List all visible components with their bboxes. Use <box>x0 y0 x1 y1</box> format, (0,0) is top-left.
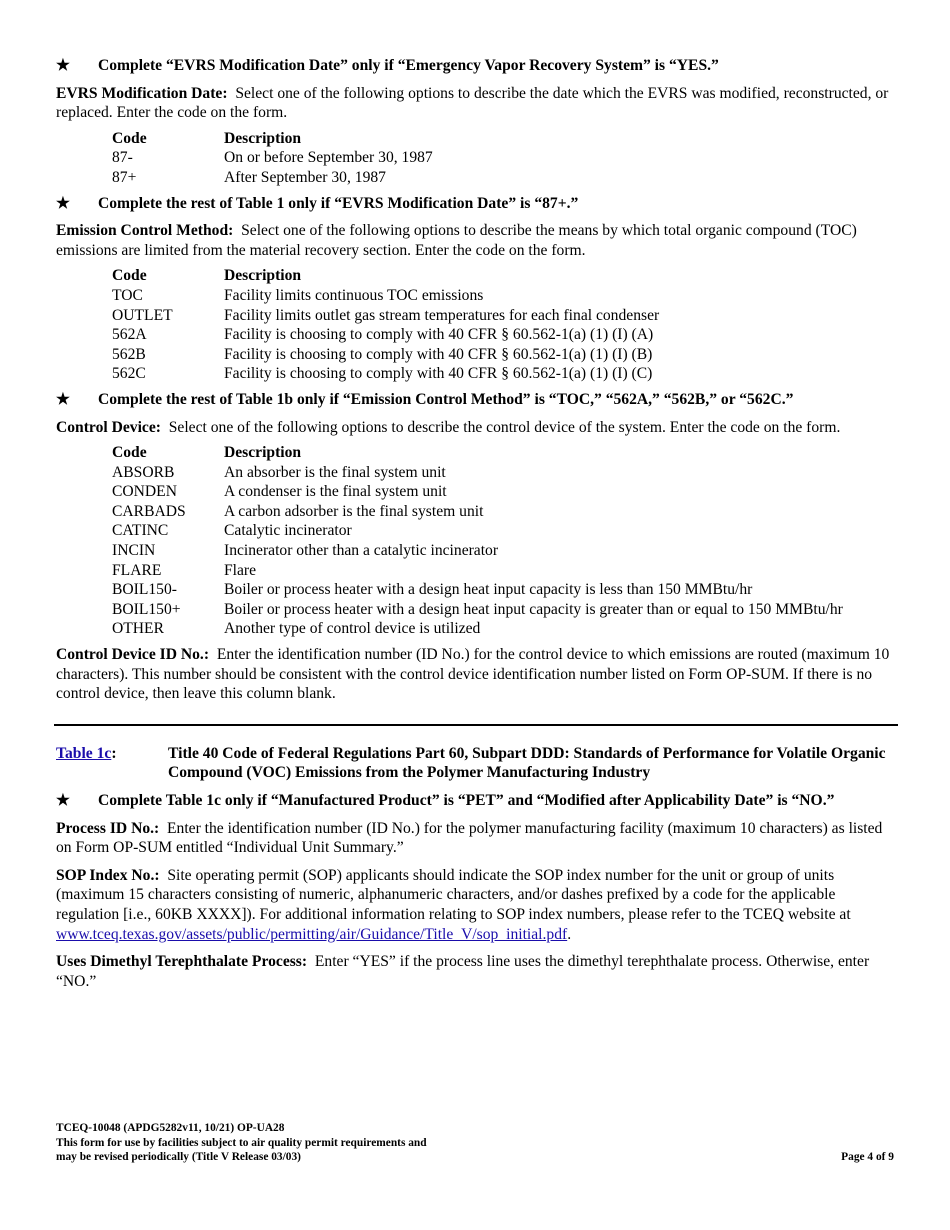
footer-usage-line: This form for use by facilities subject to air quality permit requirements and <box>56 1136 427 1149</box>
process-id-label: Process ID No.: <box>56 819 160 837</box>
dmt-paragraph <box>56 952 896 991</box>
sop-index-text: Site operating permit (SOP) applicants should indicate the SOP index number for the unit or group of units (maximum 15 characters consisting of numeric, alphanumeric characters, and/or dashes prefixed by a code for the applicable regulation [i.e., 60KB XXXX]). For additional information relating to SOP index numbers, please refer to the TCEQ website at <box>56 866 851 923</box>
code-cell: OUTLET <box>112 306 173 324</box>
code-header: Code <box>112 444 147 462</box>
table-row <box>112 482 843 502</box>
table-row <box>112 502 843 522</box>
description-cell: Incinerator other than a catalytic incinerator <box>224 542 499 560</box>
description-cell: Facility is choosing to comply with 40 CFR § 60.562-1(a) (1) (I) (B) <box>224 345 653 363</box>
code-cell: 562B <box>112 345 146 363</box>
page-footer <box>56 1121 896 1165</box>
description-cell: An absorber is the final system unit <box>224 463 446 481</box>
control-device-text: Select one of the following options to describe the control device of the system. Enter the code on the form. <box>168 418 841 436</box>
table1c-title: Title 40 Code of Federal Regulations Part 60, Subpart DDD: Standards of Performance for Volatile Organic Compound (VOC) Emissions from the Polymer Manufacturing Industry <box>168 744 886 782</box>
table-row <box>112 541 843 561</box>
table-row <box>112 521 843 541</box>
table1c-instruction-text: Complete Table 1c only if “Manufactured Product” is “PET” and “Modified after Applicability Date” is “NO.” <box>98 792 835 809</box>
code-cell: CARBADS <box>112 502 186 520</box>
table1c-link[interactable]: Table 1c <box>56 744 112 762</box>
emission-label: Emission Control Method: <box>56 222 234 240</box>
description-cell: Flare <box>224 561 257 579</box>
process-id-text: Enter the identification number (ID No.) for the polymer manufacturing facility (maximum 10 characters) as listed on Form OP-SUM entitled “Individual Unit Summary.” <box>56 819 883 857</box>
code-cell: BOIL150+ <box>112 600 181 618</box>
table-row <box>112 306 659 326</box>
table-row <box>112 580 843 600</box>
code-header: Code <box>112 129 147 147</box>
description-header: Description <box>224 444 302 462</box>
description-header: Description <box>224 129 302 147</box>
emission-paragraph <box>56 221 896 260</box>
code-cell: 87+ <box>112 168 137 186</box>
sop-guidance-link[interactable]: www.tceq.texas.gov/assets/public/permitting/air/Guidance/Title_V/sop_initial.pdf <box>56 925 568 943</box>
evrs-code-table <box>112 129 433 188</box>
code-cell: BOIL150- <box>112 581 177 599</box>
rest-table1-instruction <box>56 194 896 214</box>
emission-code-table <box>112 266 659 384</box>
dmt-label: Uses Dimethyl Terephthalate Process: <box>56 953 308 971</box>
description-cell: Boiler or process heater with a design heat input capacity is less than 150 MMBtu/hr <box>224 581 753 599</box>
table-header-row <box>112 266 659 286</box>
section-divider <box>54 724 898 726</box>
rest-table1-instruction-text: Complete the rest of Table 1 only if “EVRS Modification Date” is “87+.” <box>98 194 579 212</box>
code-cell: CONDEN <box>112 483 177 501</box>
star-icon: ★ <box>56 792 70 809</box>
table1c-instruction <box>56 791 896 811</box>
code-cell: INCIN <box>112 542 156 560</box>
dmt-text: Enter “YES” if the process line uses the dimethyl terephthalate process. Otherwise, enter “NO.” <box>56 953 870 990</box>
description-header: Description <box>224 267 302 285</box>
table1c-ref <box>56 744 168 783</box>
table1c-heading <box>56 744 896 783</box>
description-cell: Another type of control device is utilized <box>224 620 481 638</box>
description-cell: A condenser is the final system unit <box>224 483 447 501</box>
table-row <box>112 325 659 345</box>
evrs-paragraph <box>56 84 896 123</box>
table-row <box>112 463 843 483</box>
control-device-id-label: Control Device ID No.: <box>56 646 210 664</box>
description-cell: Facility is choosing to comply with 40 CFR § 60.562-1(a) (1) (I) (C) <box>224 365 653 383</box>
sop-index-paragraph <box>56 866 896 944</box>
code-cell: TOC <box>112 286 143 304</box>
code-cell: FLARE <box>112 561 162 579</box>
process-id-paragraph <box>56 819 896 858</box>
evrs-label: EVRS Modification Date: <box>56 84 228 102</box>
emission-text: Select one of the following options to describe the means by which total organic compound (TOC) emissions are limited from the material recovery section. Enter the code on the form. <box>56 222 857 259</box>
footer-form-id: TCEQ-10048 (APDG5282v11, 10/21) OP-UA28 <box>56 1122 285 1134</box>
star-icon: ★ <box>56 194 70 212</box>
sop-index-tail: . <box>567 925 572 943</box>
control-device-code-table <box>112 443 843 639</box>
table1c-colon: : <box>111 744 117 762</box>
code-cell: OTHER <box>112 620 164 638</box>
sop-index-label: SOP Index No.: <box>56 866 160 884</box>
code-cell: 562C <box>112 365 146 383</box>
description-cell: Catalytic incinerator <box>224 522 352 540</box>
description-cell: After September 30, 1987 <box>224 168 386 186</box>
page-number: Page 4 of 9 <box>841 1151 894 1163</box>
code-cell: ABSORB <box>112 463 175 481</box>
table-row <box>112 561 843 581</box>
control-device-id-text: Enter the identification number (ID No.) for the control device to which emissions are routed (maximum 10 characters). This number should be consistent with the control device identification number listed on Form OP-SUM. If there is no control device, then leave this column blank. <box>56 646 890 703</box>
code-cell: 87- <box>112 149 133 167</box>
code-cell: CATINC <box>112 522 169 540</box>
table-row <box>112 168 433 188</box>
footer-revision-line: may be revised periodically (Title V Release 03/03) <box>56 1151 301 1164</box>
table-row <box>112 619 843 639</box>
table-row <box>112 148 433 168</box>
evrs-instruction <box>56 56 896 76</box>
description-cell: On or before September 30, 1987 <box>224 149 433 167</box>
description-cell: Facility is choosing to comply with 40 CFR § 60.562-1(a) (1) (I) (A) <box>224 326 654 344</box>
evrs-instruction-text: Complete “EVRS Modification Date” only if “Emergency Vapor Recovery System” is “YES.” <box>98 57 719 74</box>
description-cell: Boiler or process heater with a design heat input capacity is greater than or equal to 150 MMBtu/hr <box>224 600 843 618</box>
table-header-row <box>112 443 843 463</box>
document-page <box>56 56 896 991</box>
code-header: Code <box>112 267 147 285</box>
table-row <box>112 600 843 620</box>
code-cell: 562A <box>112 326 147 344</box>
table-header-row <box>112 129 433 149</box>
evrs-text: Select one of the following options to describe the date which the EVRS was modified, reconstructed, or replaced. Enter the code on the form. <box>56 84 889 122</box>
description-cell: A carbon adsorber is the final system unit <box>224 502 484 520</box>
table-row <box>112 364 659 384</box>
rest-table1b-instruction <box>56 390 896 410</box>
control-device-label: Control Device: <box>56 418 161 436</box>
star-icon: ★ <box>56 390 70 408</box>
rest-table1b-instruction-text: Complete the rest of Table 1b only if “Emission Control Method” is “TOC,” “562A,” “562B,” or “562C.” <box>98 390 794 408</box>
control-device-paragraph <box>56 418 896 438</box>
table-row <box>112 345 659 365</box>
star-icon: ★ <box>56 57 70 74</box>
table-row <box>112 286 659 306</box>
description-cell: Facility limits outlet gas stream temperatures for each final condenser <box>224 306 660 324</box>
description-cell: Facility limits continuous TOC emissions <box>224 286 484 304</box>
control-device-id-paragraph <box>56 645 896 704</box>
